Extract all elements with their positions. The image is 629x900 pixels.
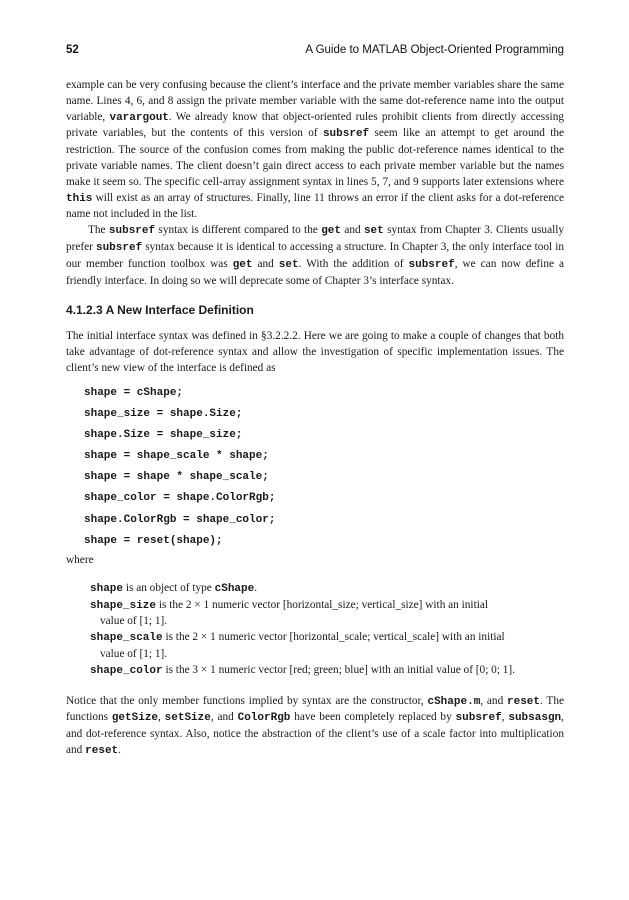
page-body bbox=[66, 78, 564, 760]
text-run: , bbox=[158, 711, 165, 724]
text-run: , and bbox=[480, 694, 507, 707]
code-term: getSize bbox=[111, 712, 159, 725]
text-run: is the 3 × 1 numeric vector [red; green; blue] with an initial value of [0; 0; 1]. bbox=[162, 663, 516, 676]
where-label: where bbox=[66, 554, 94, 567]
definition-item bbox=[90, 581, 556, 598]
code-line: shape = cShape; bbox=[84, 386, 184, 399]
page-number: 52 bbox=[66, 44, 79, 56]
text-run: seem like an attempt to get around the restriction. The source of the confusion comes from making the public dot-reference names identical to the private variable names. The client doesn’t gain direct access to each private member variable but the names make it seem so. The specific cell-array assignment syntax in lines 5, 7, and 9 supports later extensions where bbox=[66, 127, 564, 188]
code-line: shape = shape * shape_scale; bbox=[84, 471, 269, 484]
paragraph-interface-intro: The initial interface syntax was defined in §3.2.2.2. Here we are going to make a couple of changes that both take advantage of dot-reference syntax and allow the investigation of specific implementation issues. The client’s new view of the interface is defined as bbox=[66, 330, 564, 374]
code-term: subsref bbox=[108, 225, 156, 238]
text-run: is the 2 × 1 numeric vector [horizontal_size; vertical_size] with an initial bbox=[156, 598, 489, 611]
text-run: syntax because it is identical to accessing a structure. In Chapter 3, the only interface tool in our member function toolbox was bbox=[66, 240, 564, 270]
code-term: shape_size bbox=[90, 599, 157, 612]
text-run: will exist as an array of structures. Finally, line 11 throws an error if the client asks for a dot-reference name not included in the list. bbox=[66, 191, 564, 221]
text-run: is an object of type bbox=[123, 581, 215, 594]
text-run: , and bbox=[210, 711, 238, 724]
text-run: , we can now define a friendly interface. In doing so we will deprecate some of Chapter 3’s interface syntax. bbox=[66, 257, 564, 287]
definition-item bbox=[90, 663, 556, 680]
code-line: shape_size = shape.Size; bbox=[84, 407, 243, 420]
code-term: get bbox=[321, 225, 341, 238]
text-run: and bbox=[252, 257, 279, 270]
text-run: . With the addition of bbox=[298, 257, 409, 270]
code-term: shape_scale bbox=[90, 632, 163, 645]
section-heading: 4.1.2.3 A New Interface Definition bbox=[66, 303, 254, 318]
code-line: shape.Size = shape_size; bbox=[84, 428, 243, 441]
code-term: set bbox=[363, 225, 384, 238]
code-term: subsasgn bbox=[508, 712, 562, 725]
running-title: A Guide to MATLAB Object-Oriented Programming bbox=[305, 44, 564, 56]
text-run: . The functions bbox=[66, 694, 564, 724]
text-run: and bbox=[341, 224, 364, 237]
code-term: varargout bbox=[109, 111, 169, 124]
definition-item bbox=[90, 630, 556, 663]
text-run: have been completely replaced by bbox=[290, 711, 456, 724]
code-term: shape bbox=[90, 582, 124, 595]
text-run: . We already know that object-oriented rules prohibit clients from directly accessing private variables, but the contents of this version of bbox=[66, 110, 564, 140]
text-run: The bbox=[88, 224, 109, 237]
code-term: subsref bbox=[322, 128, 370, 141]
code-term: subsref bbox=[95, 241, 143, 254]
code-term: set bbox=[278, 258, 299, 271]
definition-list bbox=[90, 581, 556, 680]
code-line: shape.ColorRgb = shape_color; bbox=[84, 513, 276, 526]
code-term: reset bbox=[507, 695, 541, 708]
text-run: syntax is different compared to the bbox=[155, 224, 322, 237]
paragraph-member-functions bbox=[66, 694, 564, 760]
text-run: Notice that the only member functions implied by syntax are the constructor, bbox=[66, 694, 428, 707]
definition-continuation: value of [1; 1]. bbox=[100, 648, 168, 661]
code-term: subsref bbox=[455, 712, 502, 725]
code-term: shape_color bbox=[90, 664, 163, 677]
code-line: shape_color = shape.ColorRgb; bbox=[84, 492, 276, 505]
text-run: is the 2 × 1 numeric vector [horizontal_scale; vertical_scale] with an initial bbox=[162, 631, 505, 644]
code-term: setSize bbox=[164, 712, 211, 725]
code-term: reset bbox=[85, 745, 119, 758]
code-term: get bbox=[232, 258, 253, 271]
code-term: cShape bbox=[214, 582, 255, 595]
paragraph-subsref-explanation bbox=[66, 78, 564, 223]
text-run: . bbox=[118, 744, 121, 757]
text-run: example can be very confusing because the client’s interface and the private member variables share the same name. Lines 4, 6, and 8 assign the private member variable with the same dot-reference name into the output variable, bbox=[66, 79, 564, 123]
code-line: shape = shape_scale * shape; bbox=[84, 450, 269, 463]
code-term: cShape.m bbox=[427, 695, 481, 708]
code-line: shape = reset(shape); bbox=[84, 534, 223, 547]
text-run: , and dot-reference syntax. Also, notice the abstraction of the client’s use of a scale factor into multiplication and bbox=[66, 711, 564, 757]
text-run: . bbox=[254, 581, 258, 594]
definition-continuation: value of [1; 1]. bbox=[100, 615, 168, 628]
paragraph-syntax-comparison bbox=[66, 223, 564, 289]
text-run: , bbox=[501, 711, 509, 724]
text-run: syntax from Chapter 3. Clients usually prefer bbox=[66, 224, 565, 253]
code-term: subsref bbox=[408, 258, 455, 271]
code-block bbox=[84, 383, 564, 553]
code-term: ColorRgb bbox=[237, 712, 291, 725]
page-header bbox=[66, 44, 564, 62]
definition-item bbox=[90, 598, 556, 631]
code-term: this bbox=[66, 192, 93, 205]
